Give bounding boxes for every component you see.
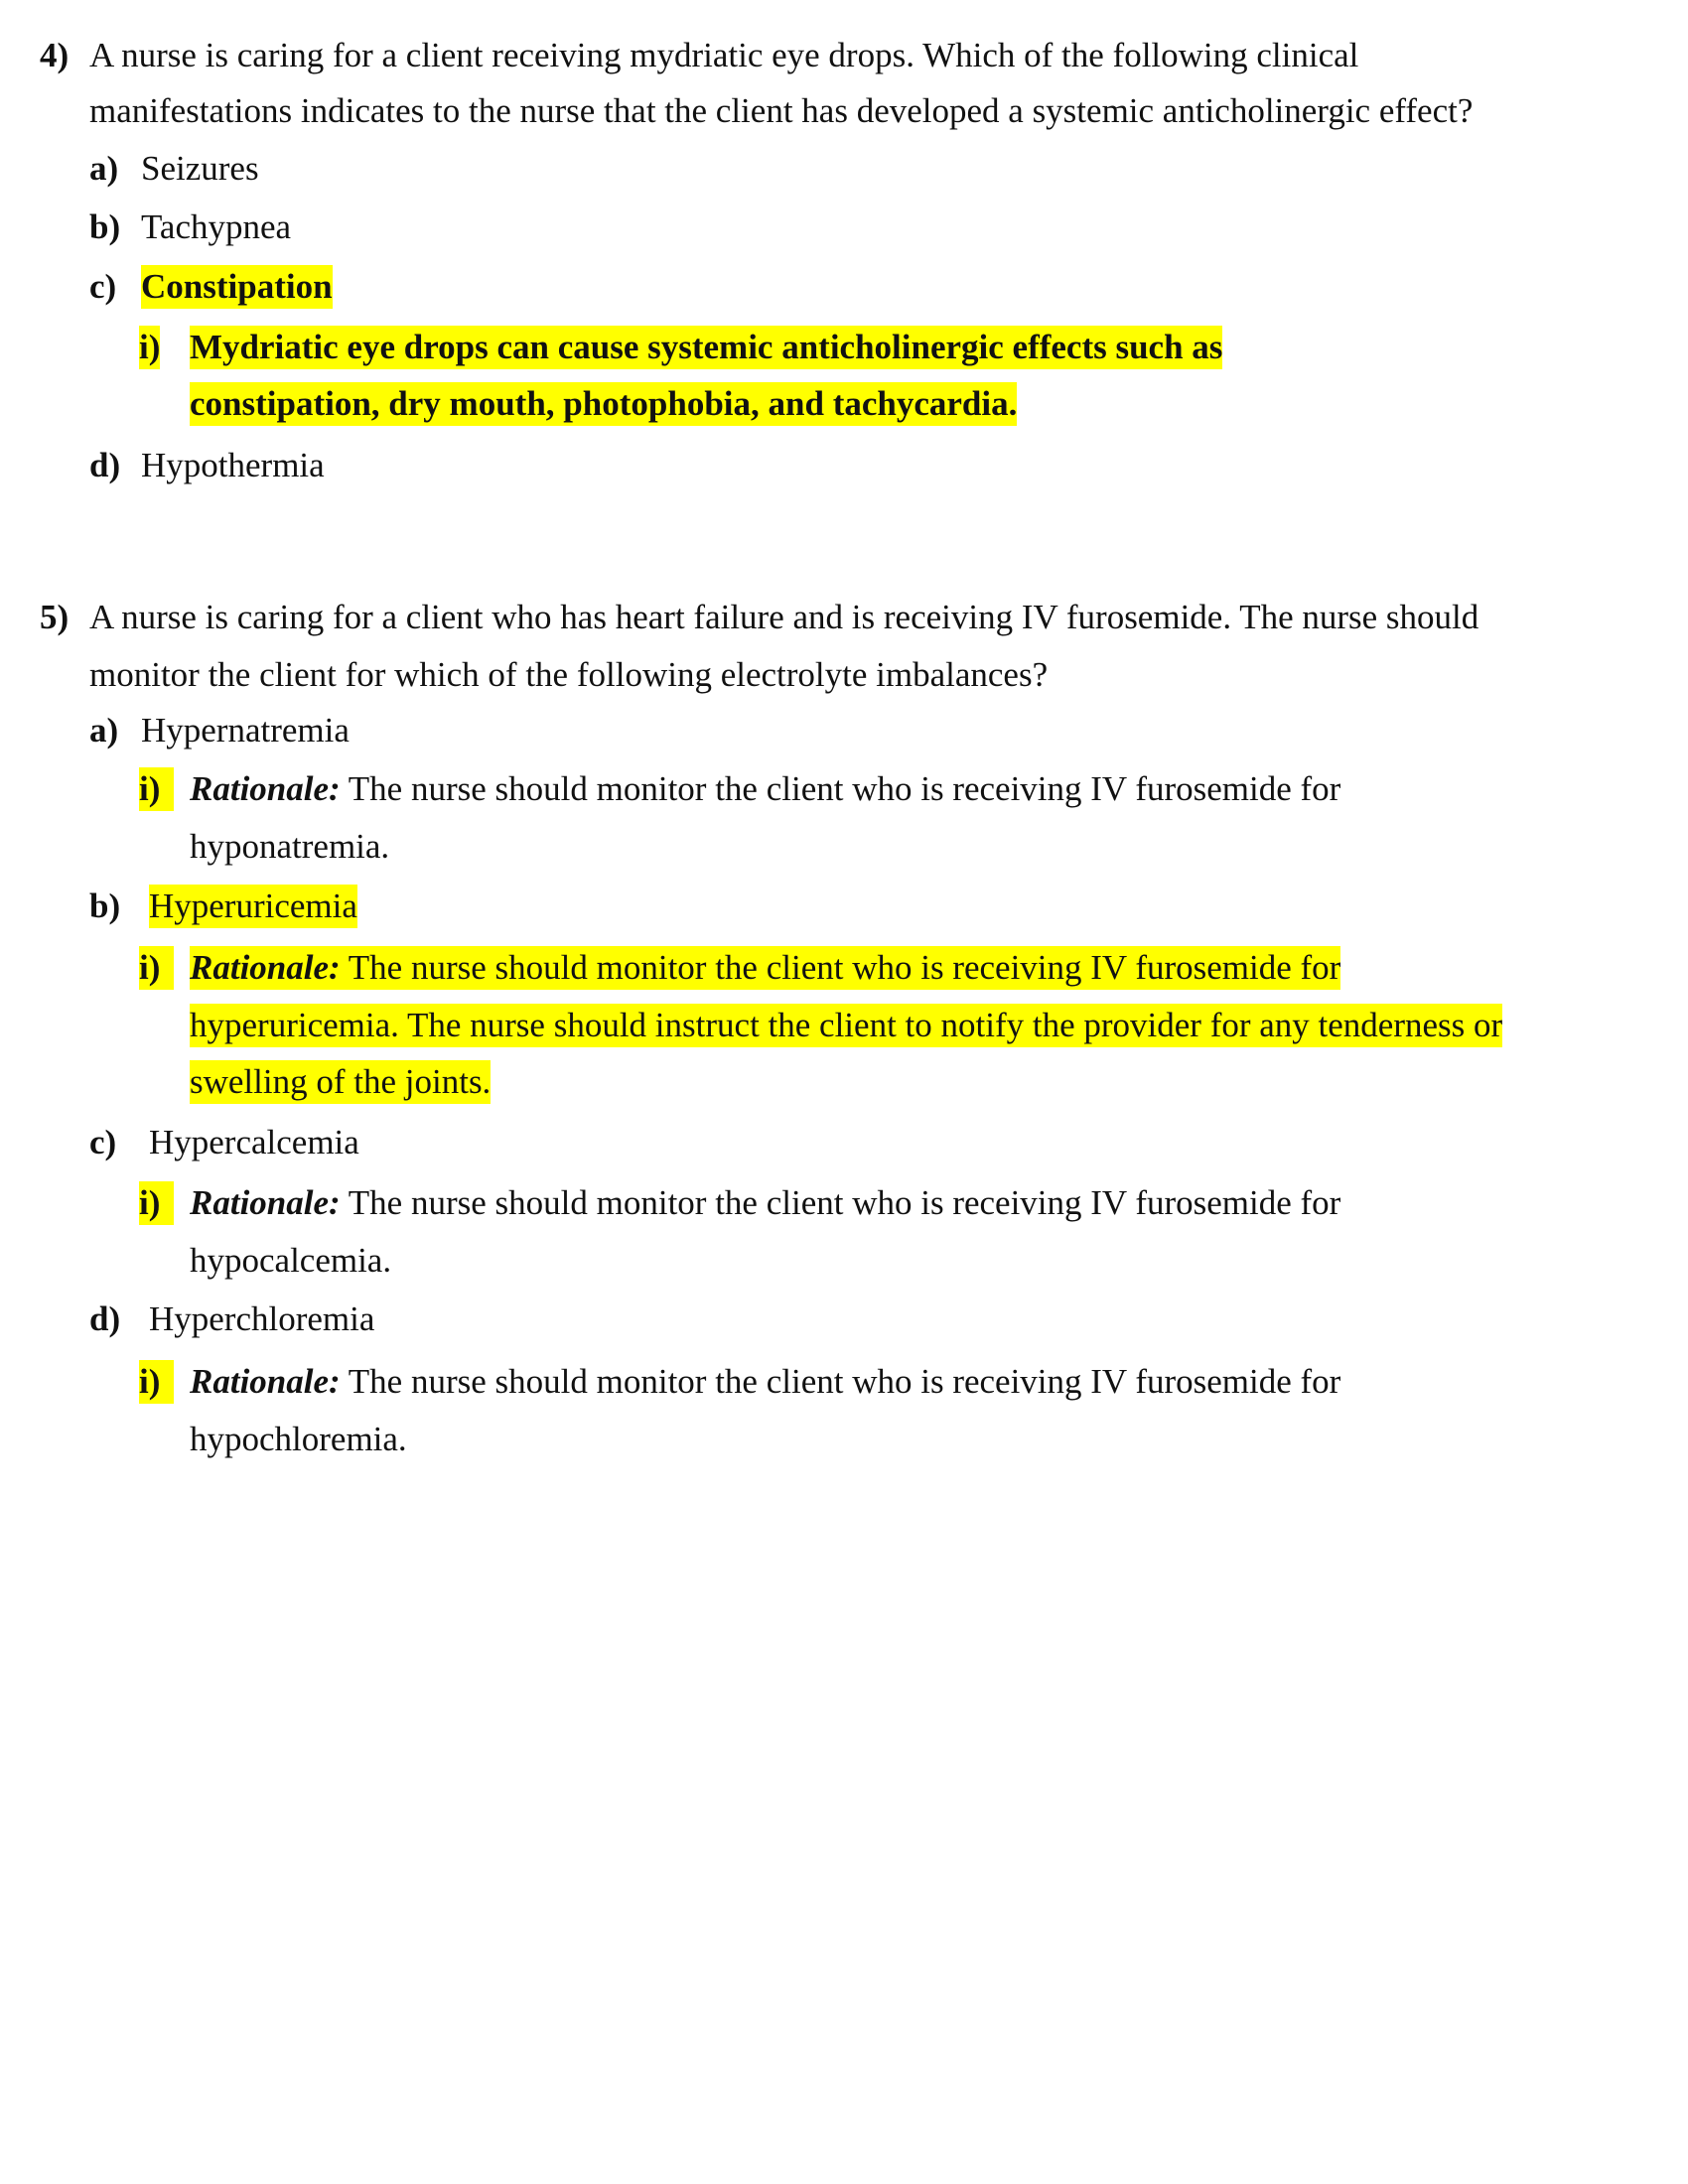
option-letter: b)	[89, 887, 121, 925]
rationale-label: Rationale:	[190, 769, 341, 808]
option-text: Tachypnea	[141, 207, 292, 246]
correct-option-text: Constipation	[141, 265, 333, 309]
option-letter: d)	[89, 1299, 121, 1338]
rationale-label: Rationale:	[190, 948, 341, 987]
rationale-line: swelling of the joints.	[190, 1060, 491, 1104]
explanation-marker: i)	[139, 326, 160, 369]
rationale-line: hypochloremia.	[190, 1420, 407, 1458]
rationale-line: The nurse should monitor the client who is receiving IV furosemide for	[340, 1362, 1341, 1401]
question-number: 5)	[40, 598, 70, 636]
rationale-line: The nurse should monitor the client who is receiving IV furosemide for	[340, 1183, 1341, 1222]
question-stem: A nurse is caring for a client who has heart failure and is receiving IV furosemide. The nurse should	[89, 598, 1479, 636]
rationale-text	[190, 1360, 1340, 1404]
explanation-text: Mydriatic eye drops can cause systemic anticholinergic effects such as	[190, 326, 1222, 369]
rationale-label: Rationale:	[190, 1362, 341, 1401]
rationale-marker: i)	[139, 1360, 174, 1404]
option-text: Hypercalcemia	[149, 1123, 359, 1161]
rationale-label: Rationale:	[190, 1183, 341, 1222]
option-letter: d)	[89, 446, 121, 484]
option-text: Hyperchloremia	[149, 1299, 375, 1338]
option-letter: a)	[89, 149, 119, 188]
rationale-text	[190, 1181, 1340, 1225]
rationale-text	[190, 946, 1340, 990]
question-stem: manifestations indicates to the nurse that the client has developed a systemic anticholinergic effect?	[89, 91, 1474, 130]
correct-option-text: Hyperuricemia	[149, 885, 357, 928]
option-letter: b)	[89, 207, 121, 246]
question-stem: monitor the client for which of the following electrolyte imbalances?	[89, 655, 1049, 694]
explanation-text: constipation, dry mouth, photophobia, and tachycardia.	[190, 382, 1017, 426]
option-letter: c)	[89, 1123, 117, 1161]
rationale-line: The nurse should monitor the client who is receiving IV furosemide for	[340, 769, 1341, 808]
option-letter: a)	[89, 711, 119, 750]
option-text: Seizures	[141, 149, 259, 188]
rationale-marker: i)	[139, 946, 174, 990]
option-text: Hypernatremia	[141, 711, 350, 750]
rationale-marker: i)	[139, 1181, 174, 1225]
rationale-text	[190, 767, 1340, 811]
question-stem: A nurse is caring for a client receiving mydriatic eye drops. Which of the following clinical	[89, 36, 1359, 74]
rationale-line: The nurse should monitor the client who is receiving IV furosemide for	[340, 948, 1341, 987]
rationale-line: hyponatremia.	[190, 827, 390, 866]
option-letter: c)	[89, 267, 117, 306]
question-number: 4)	[40, 36, 70, 74]
rationale-line: hyperuricemia. The nurse should instruct the client to notify the provider for any tenderness or	[190, 1004, 1502, 1047]
option-text: Hypothermia	[141, 446, 325, 484]
rationale-line: hypocalcemia.	[190, 1241, 392, 1280]
rationale-marker: i)	[139, 767, 174, 811]
